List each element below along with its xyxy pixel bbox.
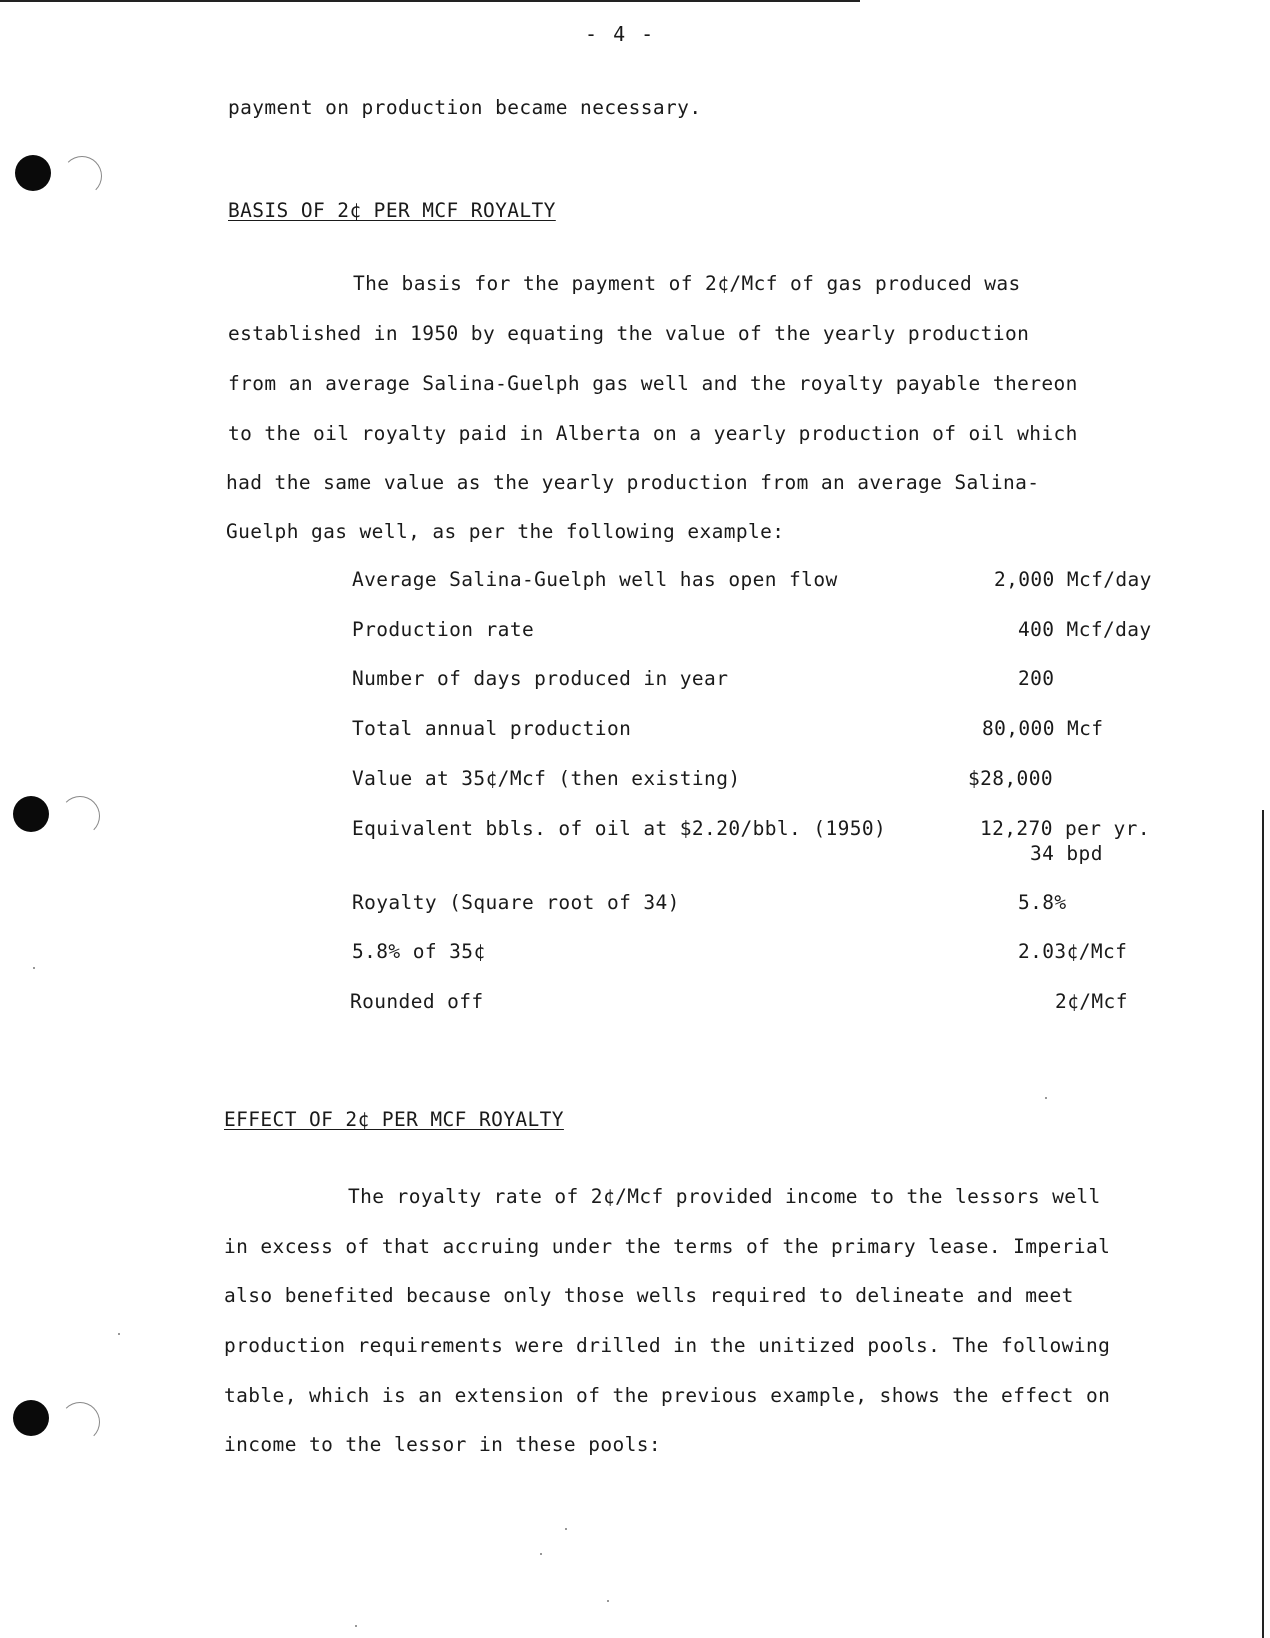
paragraph-line: in excess of that accruing under the terms of the primary lease. Imperial [224, 1235, 1111, 1258]
example-row-value: 2.03¢/Mcf [1018, 940, 1128, 963]
punch-hole-icon [15, 155, 51, 191]
example-row-value: 200 [1018, 667, 1055, 690]
example-row-value: 2¢/Mcf [1055, 990, 1128, 1013]
scan-speck [1045, 1097, 1047, 1099]
example-row-label: 5.8% of 35¢ [352, 940, 486, 963]
paragraph-line: Guelph gas well, as per the following example: [226, 520, 785, 543]
opening-line: payment on production became necessary. [228, 96, 702, 119]
paragraph-line: The basis for the payment of 2¢/Mcf of gas produced was [353, 272, 1021, 295]
scan-speck [33, 967, 35, 969]
paragraph-line: income to the lessor in these pools: [224, 1433, 662, 1456]
paragraph-line: production requirements were drilled in the unitized pools. The following [224, 1334, 1111, 1357]
example-row-label: Value at 35¢/Mcf (then existing) [352, 767, 741, 790]
scan-speck [540, 1553, 542, 1555]
example-row-label: Royalty (Square root of 34) [352, 891, 680, 914]
scan-speck [355, 1625, 357, 1627]
scan-speck [607, 1600, 609, 1602]
punch-hole-icon [13, 1400, 49, 1436]
example-row-value: 80,000 Mcf [982, 717, 1104, 740]
example-row-label: Equivalent bbls. of oil at $2.20/bbl. (1950) [352, 817, 887, 840]
punch-hole-icon [13, 796, 49, 832]
right-edge-rule [1262, 810, 1264, 1638]
example-row-label: Rounded off [350, 990, 484, 1013]
example-row-label: Production rate [352, 618, 535, 641]
page-number: - 4 - [585, 22, 656, 46]
paragraph-line: table, which is an extension of the previous example, shows the effect on [224, 1384, 1111, 1407]
punch-ring-icon [60, 796, 100, 836]
example-row-value: $28,000 [968, 767, 1053, 790]
example-row-value-secondary: 34 bpd [1030, 842, 1103, 865]
top-edge-rule [0, 0, 860, 2]
scan-speck [565, 1528, 567, 1530]
paragraph-line: also benefited because only those wells required to delineate and meet [224, 1284, 1074, 1307]
punch-ring-icon [62, 156, 102, 196]
section-heading-effect: EFFECT OF 2¢ PER MCF ROYALTY [224, 1108, 564, 1131]
example-row-value: 5.8% [1018, 891, 1067, 914]
example-row-label: Total annual production [352, 717, 632, 740]
paragraph-line: from an average Salina-Guelph gas well and the royalty payable thereon [228, 372, 1078, 395]
punch-ring-icon [60, 1402, 100, 1442]
paragraph-line: had the same value as the yearly production from an average Salina- [226, 471, 1040, 494]
example-row-label: Average Salina-Guelph well has open flow [352, 568, 838, 591]
example-row-value: 12,270 per yr. [980, 817, 1150, 840]
section-heading-basis: BASIS OF 2¢ PER MCF ROYALTY [228, 199, 556, 222]
paragraph-line: The royalty rate of 2¢/Mcf provided income to the lessors well [348, 1185, 1101, 1208]
example-row-label: Number of days produced in year [352, 667, 729, 690]
example-row-value: 2,000 Mcf/day [994, 568, 1152, 591]
paragraph-line: established in 1950 by equating the value of the yearly production [228, 322, 1030, 345]
paragraph-line: to the oil royalty paid in Alberta on a yearly production of oil which [228, 422, 1078, 445]
scan-speck [118, 1333, 120, 1335]
example-row-value: 400 Mcf/day [1018, 618, 1152, 641]
